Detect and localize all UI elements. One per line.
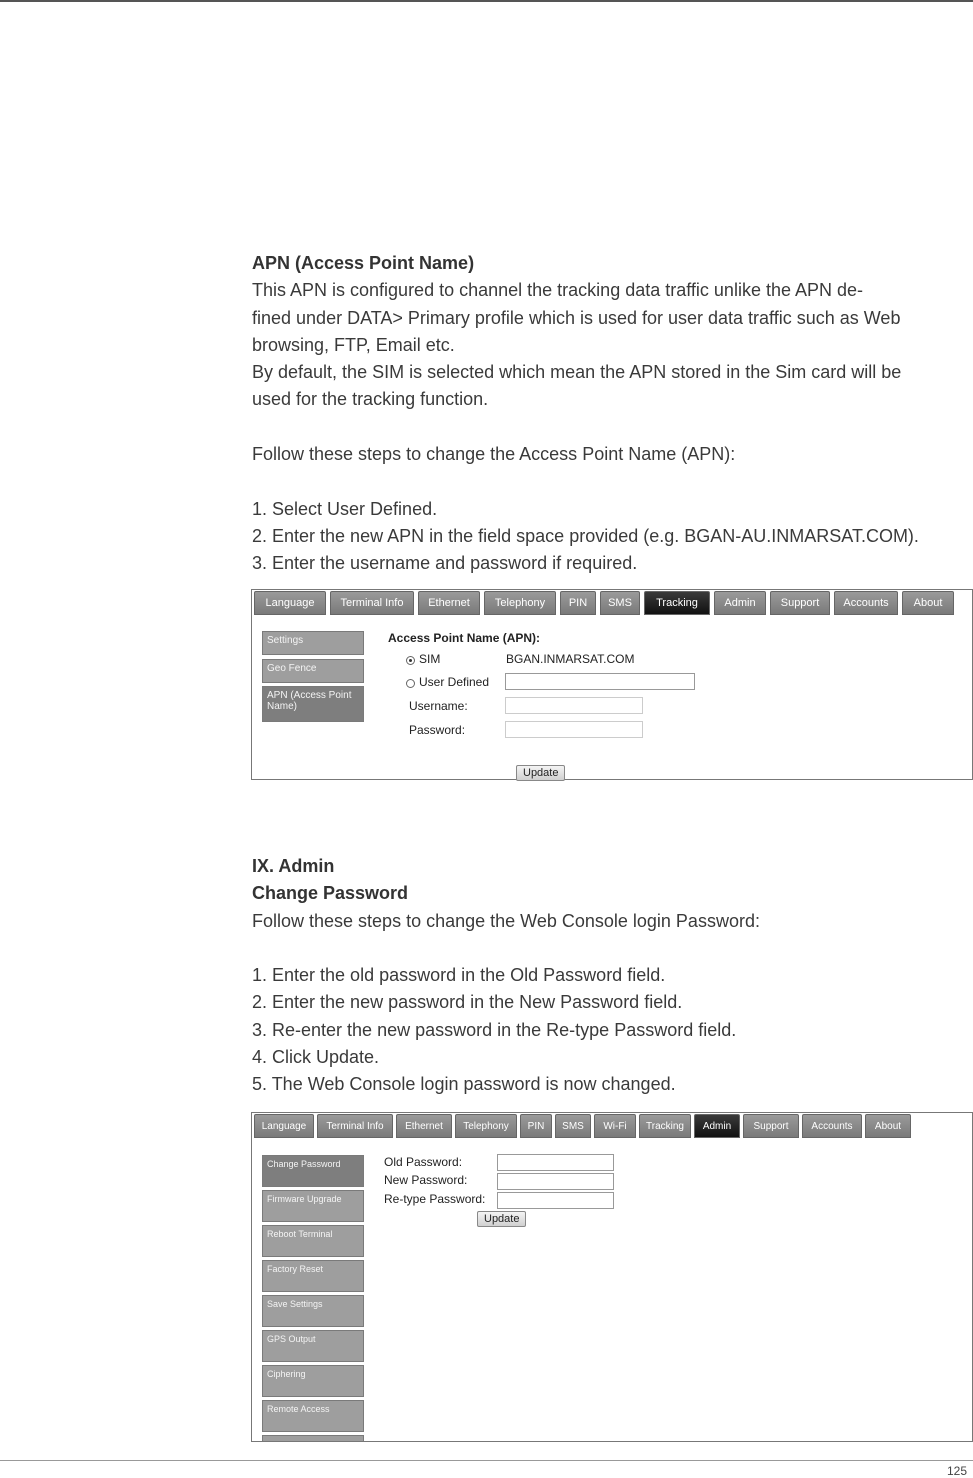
- new-password-label: New Password:: [384, 1173, 468, 1187]
- tab-admin[interactable]: Admin: [694, 1114, 740, 1138]
- apn-form-title: Access Point Name (APN):: [388, 631, 541, 645]
- apn-para2-line2: used for the tracking function.: [252, 389, 489, 410]
- tab-about[interactable]: About: [865, 1114, 911, 1138]
- password-input[interactable]: [505, 721, 643, 738]
- sidebar-item-ciphering[interactable]: Ciphering: [262, 1365, 364, 1397]
- admin-screenshot: [251, 1112, 973, 1442]
- sidebar-item-firmware-upgrade[interactable]: Firmware Upgrade: [262, 1190, 364, 1222]
- tab-about[interactable]: About: [902, 591, 954, 615]
- tab-support[interactable]: Support: [770, 591, 830, 615]
- sidebar-item-gps-output[interactable]: GPS Output: [262, 1330, 364, 1362]
- apn-para2-line1: By default, the SIM is selected which mean the APN stored in the Sim card will be: [252, 362, 902, 383]
- change-password-heading: Change Password: [252, 883, 409, 904]
- tab-admin[interactable]: Admin: [714, 591, 766, 615]
- sidebar-item-remote-access[interactable]: Remote Access: [262, 1400, 364, 1432]
- sim-label: SIM: [419, 652, 441, 666]
- tab-ethernet[interactable]: Ethernet: [396, 1114, 452, 1138]
- apn-heading: APN (Access Point Name): [252, 253, 475, 273]
- admin-intro: Follow these steps to change the Web Console login Password:: [252, 910, 760, 931]
- user-defined-label: User Defined: [419, 675, 490, 689]
- apn-tab-bar: [252, 590, 972, 616]
- admin-step-5: 5. The Web Console login password is now changed.: [252, 1074, 676, 1095]
- tab-tracking[interactable]: Tracking: [639, 1114, 691, 1138]
- tab-language[interactable]: Language: [254, 1114, 314, 1138]
- sidebar-item-reboot-terminal[interactable]: Reboot Terminal: [262, 1225, 364, 1257]
- tab-sms[interactable]: SMS: [600, 591, 640, 615]
- tab-telephony[interactable]: Telephony: [484, 591, 556, 615]
- tab-pin[interactable]: PIN: [520, 1114, 552, 1138]
- admin-step-1: 1. Enter the old password in the Old Password field.: [252, 965, 666, 986]
- admin-step-4: 4. Click Update.: [252, 1047, 380, 1068]
- password-label: Password:: [409, 723, 466, 737]
- tab-accounts[interactable]: Accounts: [834, 591, 898, 615]
- old-password-label: Old Password:: [384, 1155, 463, 1169]
- user-defined-radio[interactable]: [406, 679, 415, 688]
- apn-screenshot: [251, 589, 973, 780]
- username-label: Username:: [409, 699, 468, 713]
- apn-step-1: 1. Select User Defined.: [252, 498, 438, 519]
- tab-ethernet[interactable]: Ethernet: [418, 591, 480, 615]
- apn-para1-line2: fined under DATA> Primary profile which is used for user data traffic such as Web: [252, 307, 901, 328]
- tab-support[interactable]: Support: [743, 1114, 799, 1138]
- tab-sms[interactable]: SMS: [555, 1114, 591, 1138]
- admin-update-button[interactable]: Update: [477, 1211, 526, 1227]
- new-password-input[interactable]: [497, 1173, 614, 1190]
- old-password-input[interactable]: [497, 1154, 614, 1171]
- sidebar-item-change-password[interactable]: Change Password: [262, 1155, 364, 1187]
- sidebar-item-apn[interactable]: APN (Access Point Name): [262, 686, 364, 722]
- sim-radio[interactable]: [406, 656, 415, 665]
- apn-para1-line1: This APN is configured to channel the tracking data traffic unlike the APN de-: [252, 280, 864, 301]
- admin-step-3: 3. Re-enter the new password in the Re-type Password field.: [252, 1019, 737, 1040]
- sidebar-item-settings[interactable]: Settings: [262, 631, 364, 655]
- retype-password-input[interactable]: [497, 1192, 614, 1209]
- admin-text-block: [252, 853, 972, 1099]
- retype-password-label: Re-type Password:: [384, 1192, 486, 1206]
- tab-accounts[interactable]: Accounts: [802, 1114, 862, 1138]
- tab-telephony[interactable]: Telephony: [455, 1114, 517, 1138]
- sim-apn-value: BGAN.INMARSAT.COM: [506, 652, 635, 666]
- apn-text-block: [252, 250, 972, 578]
- footer-rule: [0, 1460, 973, 1461]
- apn-intro: Follow these steps to change the Access Point Name (APN):: [252, 444, 736, 465]
- tab-pin[interactable]: PIN: [560, 591, 596, 615]
- user-defined-apn-input[interactable]: [505, 673, 695, 690]
- admin-heading: IX. Admin: [252, 856, 335, 876]
- sidebar-item-factory-reset[interactable]: Factory Reset: [262, 1260, 364, 1292]
- sidebar-item-save-settings[interactable]: Save Settings: [262, 1295, 364, 1327]
- tab-language[interactable]: Language: [254, 591, 326, 615]
- apn-step-2: 2. Enter the new APN in the field space provided (e.g. BGAN-AU.INMARSAT.COM).: [252, 525, 919, 546]
- tab-terminal-info[interactable]: Terminal Info: [317, 1114, 393, 1138]
- username-input[interactable]: [505, 697, 643, 714]
- tab-terminal-info[interactable]: Terminal Info: [330, 591, 414, 615]
- apn-step-3: 3. Enter the username and password if required.: [252, 553, 638, 574]
- top-rule: [0, 0, 973, 2]
- apn-update-button[interactable]: Update: [516, 765, 565, 781]
- sidebar-item-geo-fence[interactable]: Geo Fence: [262, 659, 364, 683]
- apn-para1-line3: browsing, FTP, Email etc.: [252, 334, 455, 355]
- sidebar-item-partial[interactable]: [262, 1435, 364, 1442]
- admin-tab-bar: [252, 1113, 972, 1139]
- admin-step-2: 2. Enter the new password in the New Password field.: [252, 992, 683, 1013]
- page-number: 125: [946, 1464, 967, 1478]
- tab-tracking[interactable]: Tracking: [644, 591, 710, 615]
- tab-wifi[interactable]: Wi-Fi: [594, 1114, 636, 1138]
